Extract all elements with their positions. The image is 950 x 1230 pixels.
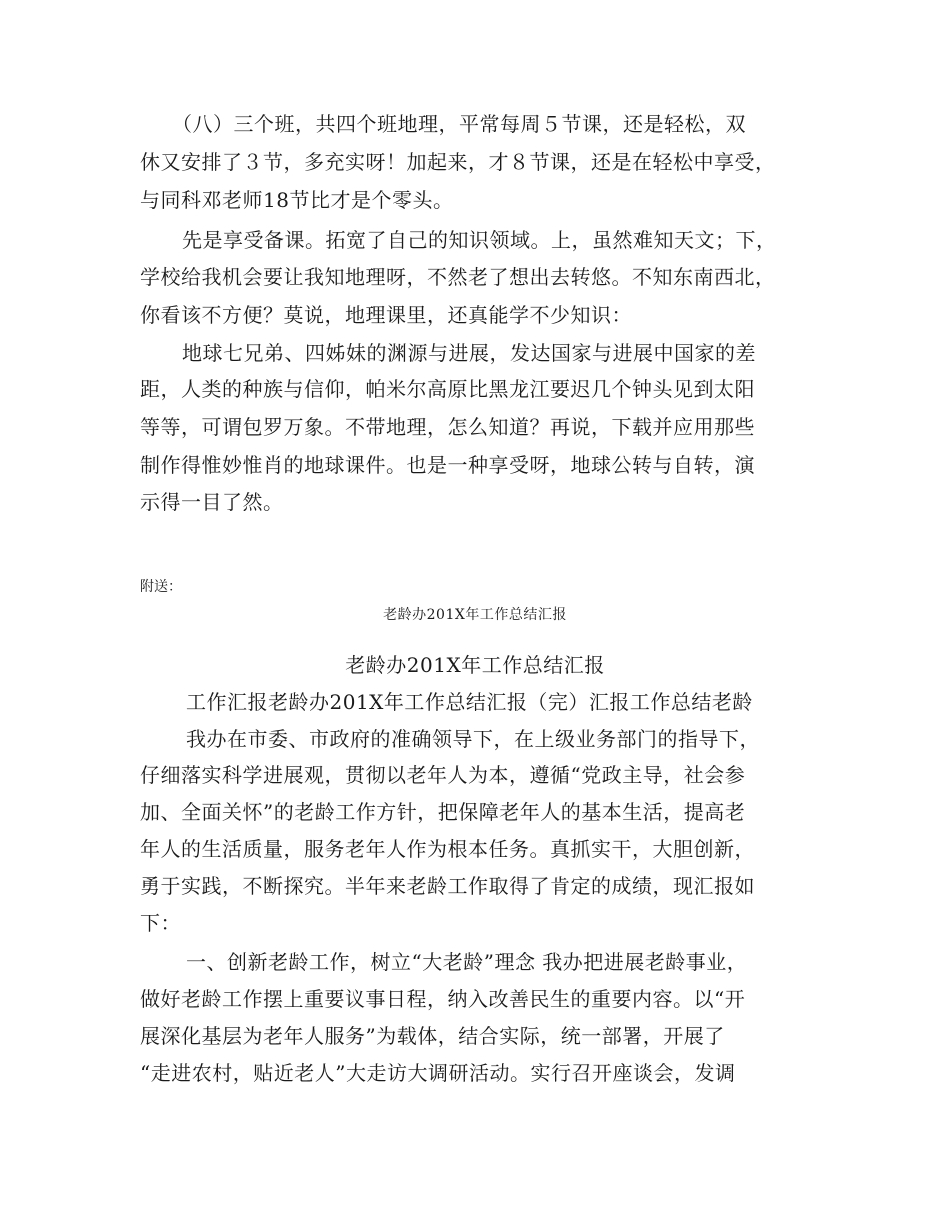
paragraph-line: 展深化基层为老年人服务”为载体，结合实际，统一部署，开展了	[140, 1024, 725, 1048]
paragraph-line: 距，人类的种族与信仰，帕米尔高原比黑龙江要迟几个钟头见到太阳	[140, 377, 755, 401]
appendix-subtitle: 老龄办201X年工作总结汇报	[383, 607, 567, 623]
paragraph-line: 加、全面关怀”的老龄工作方针，把保障老年人的基本生活，提高老	[140, 800, 746, 824]
paragraph-line: 下：	[140, 911, 181, 935]
paragraph-line: 示得一目了然。	[140, 490, 284, 514]
header-line: 工作汇报老龄办201X年工作总结汇报（完）汇报工作总结老龄	[186, 690, 753, 714]
paragraph-line: 等等，可谓包罗万象。不带地理，怎么知道？再说，下载并应用那些	[140, 415, 755, 439]
paragraph-line: 地球七兄弟、四姊妹的渊源与进展，发达国家与进展中国家的差	[182, 341, 756, 365]
paragraph-line: 我办在市委、市政府的准确领导下，在上级业务部门的指导下，	[186, 727, 760, 751]
paragraph-line: 先是享受备课。拓宽了自己的知识领域。上，虽然难知天文；下，	[182, 228, 777, 252]
paragraph-line: 勇于实践，不断探究。半年来老龄工作取得了肯定的成绩，现汇报如	[140, 874, 755, 898]
document-title: 老龄办201X年工作总结汇报	[345, 653, 605, 677]
paragraph-line: 你看该不方便？莫说，地理课里，还真能学不少知识：	[140, 303, 632, 327]
paragraph-line: 年人的生活质量，服务老年人作为根本任务。真抓实干，大胆创新，	[140, 837, 755, 861]
paragraph-line: 一、创新老龄工作，树立“大老龄”理念 我办把进展老龄事业，	[186, 950, 748, 974]
paragraph-line: 学校给我机会要让我知地理呀，不然老了想出去转悠。不知东南西北，	[140, 265, 776, 289]
paragraph-line: （八）三个班，共四个班地理，平常每周５节课，还是轻松，双	[172, 112, 746, 136]
paragraph-line: “走进农村，贴近老人”大走访大调研活动。实行召开座谈会，发调	[140, 1061, 736, 1085]
paragraph-line: 做好老龄工作摆上重要议事日程，纳入改善民生的重要内容。以“开	[140, 987, 746, 1011]
paragraph-line: 与同科邓老师18节比才是个零头。	[140, 188, 454, 212]
paragraph-line: 制作得惟妙惟肖的地球课件。也是一种享受呀，地球公转与自转，演	[140, 453, 755, 477]
paragraph-line: 仔细落实科学进展观，贯彻以老年人为本，遵循“党政主导，社会参	[140, 763, 746, 787]
paragraph-line: 休又安排了３节，多充实呀！加起来，才８节课，还是在轻松中享受，	[140, 150, 776, 174]
appendix-label: 附送：	[140, 579, 182, 595]
